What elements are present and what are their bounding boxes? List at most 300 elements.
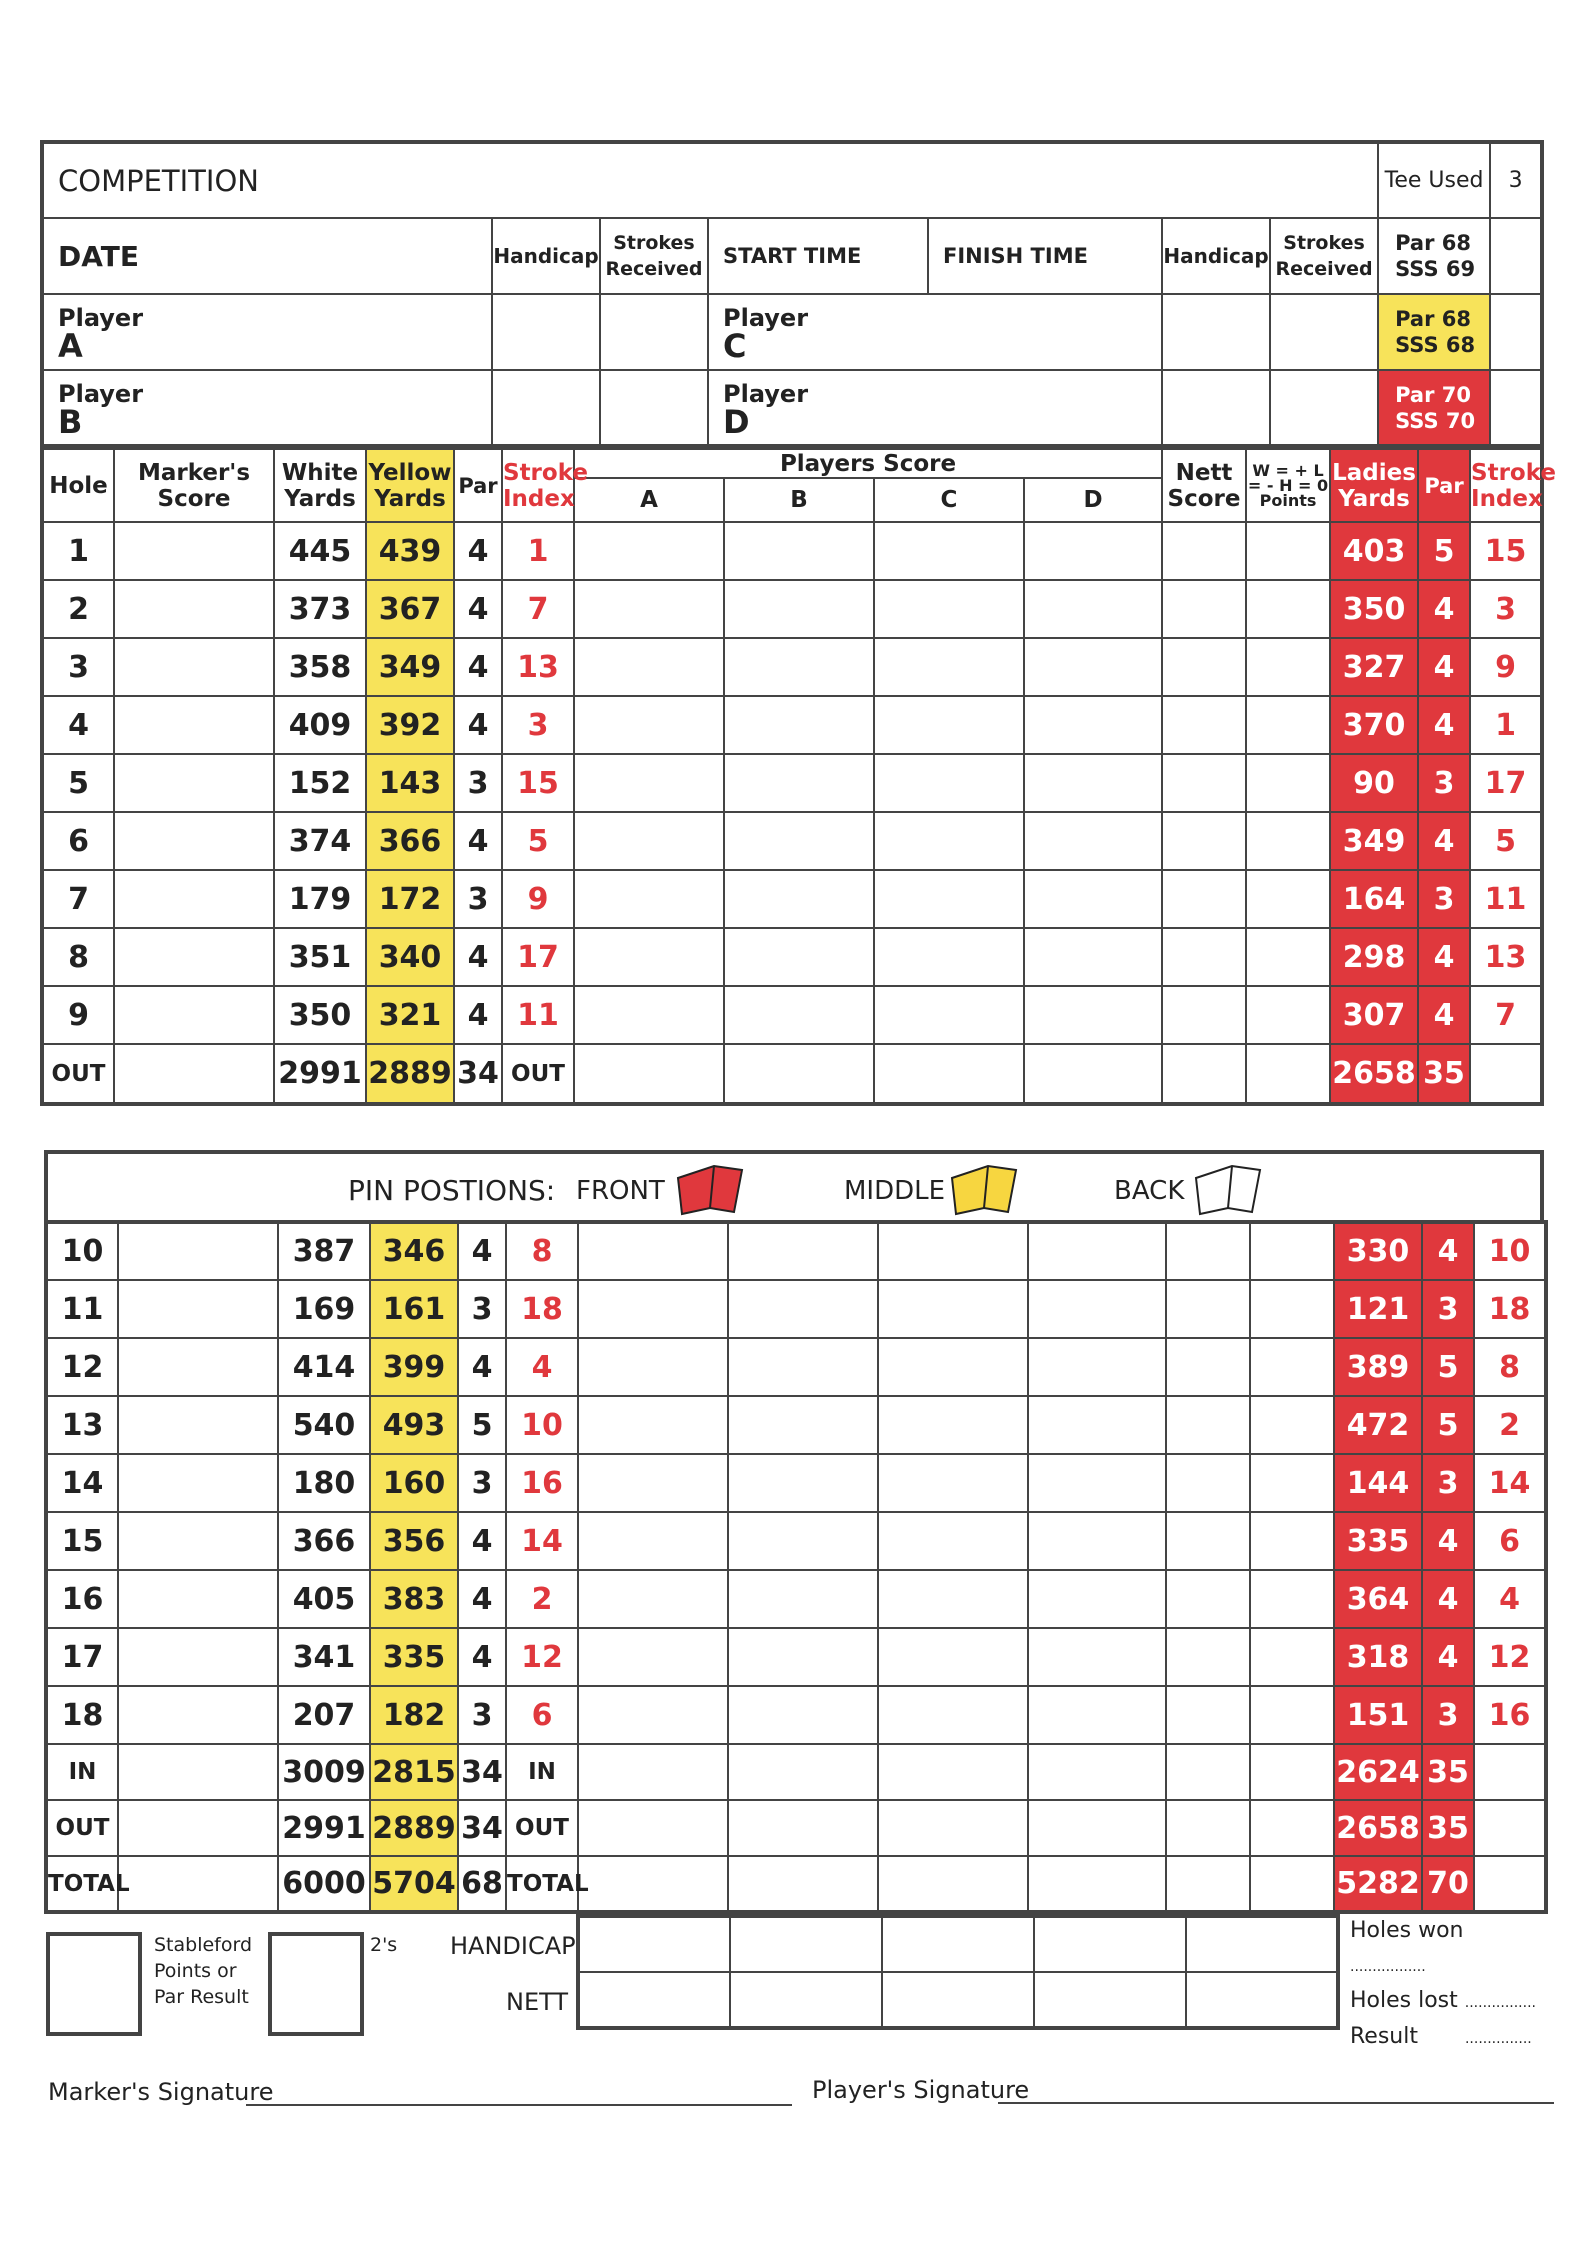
- points-cell[interactable]: [1250, 1396, 1334, 1454]
- col-players-score: Players Score: [574, 448, 1162, 478]
- points-cell[interactable]: [1246, 754, 1330, 812]
- stroke-index: 3: [502, 696, 574, 754]
- nett-score-cell[interactable]: [1166, 1222, 1250, 1280]
- handicap-footer-label: HANDICAP: [450, 1932, 576, 1960]
- white-yards: 341: [278, 1628, 370, 1686]
- total-player-b[interactable]: [728, 1800, 878, 1856]
- player-d-score[interactable]: [1024, 928, 1162, 986]
- par: 4: [454, 696, 502, 754]
- player-a-score[interactable]: [578, 1570, 728, 1628]
- player-c-score[interactable]: [878, 1338, 1028, 1396]
- markers-score-cell[interactable]: [118, 1512, 278, 1570]
- total-ladies-par: 35: [1422, 1744, 1474, 1800]
- hole-row: [42, 754, 1542, 812]
- yellow-yards: 172: [366, 870, 454, 928]
- totals-rows: [46, 1744, 1546, 1912]
- ladies-par: 4: [1422, 1222, 1474, 1280]
- middle-flag-icon: [948, 1162, 1020, 1218]
- hole-row: [42, 580, 1542, 638]
- out-score-d[interactable]: [1024, 1044, 1162, 1104]
- player-c-score[interactable]: [878, 1280, 1028, 1338]
- out-par: 34: [454, 1044, 502, 1104]
- back-flag-icon: [1192, 1162, 1264, 1218]
- ladies-stroke-index: 6: [1474, 1512, 1546, 1570]
- ladies-yards: 327: [1330, 638, 1418, 696]
- player-c-handicap[interactable]: [1162, 294, 1270, 370]
- ladies-par: 4: [1418, 812, 1470, 870]
- par: 4: [454, 580, 502, 638]
- player-a-score[interactable]: [578, 1686, 728, 1744]
- player-b-score[interactable]: [724, 928, 874, 986]
- player-a-score[interactable]: [574, 870, 724, 928]
- total-points[interactable]: [1250, 1856, 1334, 1912]
- player-c-score[interactable]: [878, 1512, 1028, 1570]
- nett-score-cell[interactable]: [1162, 986, 1246, 1044]
- markers-score-cell[interactable]: [118, 1686, 278, 1744]
- out-score-a[interactable]: [574, 1044, 724, 1104]
- markers-score-cell[interactable]: [118, 1280, 278, 1338]
- player-d-score[interactable]: [1024, 754, 1162, 812]
- player-d-score[interactable]: [1028, 1338, 1166, 1396]
- col-ladies-stroke-index: Stroke Index: [1470, 448, 1542, 522]
- player-c-strokes[interactable]: [1270, 294, 1378, 370]
- player-a-score[interactable]: [578, 1222, 728, 1280]
- handicap-c[interactable]: [882, 1916, 1034, 1972]
- player-c-score[interactable]: [874, 812, 1024, 870]
- player-d-score[interactable]: [1028, 1570, 1166, 1628]
- player-d-score[interactable]: [1024, 580, 1162, 638]
- yellow-yards: 143: [366, 754, 454, 812]
- hole-number: 8: [42, 928, 114, 986]
- stroke-index: 14: [506, 1512, 578, 1570]
- white-yards: 351: [274, 928, 366, 986]
- out-markers[interactable]: [114, 1044, 274, 1104]
- player-b-score[interactable]: [728, 1570, 878, 1628]
- white-yards: 373: [274, 580, 366, 638]
- player-a-score[interactable]: [574, 580, 724, 638]
- markers-score-cell[interactable]: [114, 580, 274, 638]
- player-b-score[interactable]: [724, 870, 874, 928]
- player-c-score[interactable]: [878, 1570, 1028, 1628]
- total-player-a[interactable]: [578, 1856, 728, 1912]
- handicap-b[interactable]: [730, 1916, 882, 1972]
- nett-score-cell[interactable]: [1162, 928, 1246, 986]
- stroke-index: 9: [502, 870, 574, 928]
- player-d-score[interactable]: [1024, 638, 1162, 696]
- markers-score-cell[interactable]: [114, 928, 274, 986]
- yellow-yards: 340: [366, 928, 454, 986]
- nett-score-cell[interactable]: [1166, 1628, 1250, 1686]
- holes-won-dots[interactable]: .................: [1350, 1959, 1426, 1975]
- pin-title: PIN POSTIONS:: [348, 1174, 556, 1207]
- total-label-2: IN: [506, 1744, 578, 1800]
- out-score-b[interactable]: [724, 1044, 874, 1104]
- handicap-d[interactable]: [1034, 1916, 1186, 1972]
- white-yards: 540: [278, 1396, 370, 1454]
- player-d-score[interactable]: [1024, 870, 1162, 928]
- ladies-stroke-index: 10: [1474, 1222, 1546, 1280]
- points-cell[interactable]: [1250, 1628, 1334, 1686]
- markers-score-cell[interactable]: [114, 986, 274, 1044]
- markers-score-cell[interactable]: [118, 1628, 278, 1686]
- markers-score-cell[interactable]: [118, 1396, 278, 1454]
- player-a-score[interactable]: [578, 1628, 728, 1686]
- player-b-cell[interactable]: [42, 370, 492, 446]
- player-a-handicap[interactable]: [492, 294, 600, 370]
- player-d-handicap[interactable]: [1162, 370, 1270, 446]
- total-player-d[interactable]: [1028, 1744, 1166, 1800]
- total-empty: [1474, 1800, 1546, 1856]
- holes-won-label: Holes won: [1350, 1918, 1464, 1943]
- player-a-score[interactable]: [574, 986, 724, 1044]
- hole-row: [42, 522, 1542, 580]
- par: 3: [454, 754, 502, 812]
- hole-row: [46, 1338, 1546, 1396]
- col-player-d: D: [1024, 478, 1162, 522]
- total-par: 34: [458, 1800, 506, 1856]
- player-b-score[interactable]: [728, 1628, 878, 1686]
- player-b-score[interactable]: [724, 696, 874, 754]
- player-b-score[interactable]: [724, 580, 874, 638]
- nett-score-cell[interactable]: [1162, 580, 1246, 638]
- player-b-strokes[interactable]: [600, 370, 708, 446]
- points-cell[interactable]: [1250, 1686, 1334, 1744]
- player-c-score[interactable]: [878, 1628, 1028, 1686]
- holes-lost-label: Holes lost: [1350, 1988, 1458, 2013]
- total-par: 68: [458, 1856, 506, 1912]
- player-d-score[interactable]: [1028, 1280, 1166, 1338]
- stroke-index: 5: [502, 812, 574, 870]
- white-yards: 414: [278, 1338, 370, 1396]
- player-a-score[interactable]: [574, 638, 724, 696]
- player-d-score[interactable]: [1024, 812, 1162, 870]
- player-b-letter: B: [58, 402, 83, 441]
- handicap-a[interactable]: [578, 1916, 730, 1972]
- points-cell[interactable]: [1246, 638, 1330, 696]
- player-a-score[interactable]: [578, 1512, 728, 1570]
- yellow-yards: 335: [370, 1628, 458, 1686]
- ladies-par: 4: [1418, 696, 1470, 754]
- stableford-label: Stableford Points or Par Result: [154, 1934, 253, 2008]
- finish-time-label: FINISH TIME: [928, 218, 1162, 294]
- points-cell[interactable]: [1246, 812, 1330, 870]
- player-d-score[interactable]: [1024, 986, 1162, 1044]
- nett-score-cell[interactable]: [1166, 1396, 1250, 1454]
- player-b-score[interactable]: [728, 1686, 878, 1744]
- nett-a[interactable]: [578, 1972, 730, 2028]
- total-player-a[interactable]: [578, 1800, 728, 1856]
- points-cell[interactable]: [1246, 696, 1330, 754]
- total-nett[interactable]: [1166, 1744, 1250, 1800]
- player-d-score[interactable]: [1028, 1454, 1166, 1512]
- markers-score-cell[interactable]: [114, 696, 274, 754]
- hole-number: 13: [46, 1396, 118, 1454]
- total-points[interactable]: [1250, 1744, 1334, 1800]
- points-cell[interactable]: [1246, 522, 1330, 580]
- player-d-score[interactable]: [1028, 1686, 1166, 1744]
- player-c-score[interactable]: [874, 928, 1024, 986]
- nett-score-cell[interactable]: [1162, 754, 1246, 812]
- player-a-cell[interactable]: [42, 294, 492, 370]
- total-player-b[interactable]: [728, 1856, 878, 1912]
- hole-row: [46, 1512, 1546, 1570]
- hole-row: [42, 696, 1542, 754]
- front-nine-rows: [42, 522, 1542, 1044]
- player-a-score[interactable]: [574, 928, 724, 986]
- col-player-b: B: [724, 478, 874, 522]
- ladies-par: 5: [1422, 1338, 1474, 1396]
- player-c-score[interactable]: [874, 870, 1024, 928]
- player-c-score[interactable]: [878, 1454, 1028, 1512]
- player-b-score[interactable]: [728, 1396, 878, 1454]
- player-a-letter: A: [58, 327, 83, 365]
- player-c-cell[interactable]: [708, 294, 1162, 370]
- player-b-score[interactable]: [724, 522, 874, 580]
- total-player-d[interactable]: [1028, 1800, 1166, 1856]
- player-a-score[interactable]: [574, 754, 724, 812]
- total-player-c[interactable]: [878, 1856, 1028, 1912]
- ladies-stroke-index: 9: [1470, 638, 1542, 696]
- player-a-score[interactable]: [574, 812, 724, 870]
- nett-score-cell[interactable]: [1166, 1686, 1250, 1744]
- player-d-strokes[interactable]: [1270, 370, 1378, 446]
- white-yards: 409: [274, 696, 366, 754]
- markers-score-cell[interactable]: [118, 1338, 278, 1396]
- nett-score-cell[interactable]: [1162, 638, 1246, 696]
- points-cell[interactable]: [1246, 928, 1330, 986]
- points-cell[interactable]: [1250, 1280, 1334, 1338]
- players-signature-line[interactable]: [998, 2102, 1554, 2104]
- yellow-yards: 161: [370, 1280, 458, 1338]
- player-c-score[interactable]: [878, 1396, 1028, 1454]
- player-b-score[interactable]: [728, 1338, 878, 1396]
- tee-used-value[interactable]: 3: [1490, 142, 1542, 218]
- hole-row: [46, 1570, 1546, 1628]
- hole-row: [46, 1222, 1546, 1280]
- par-sss-red: Par 70 SSS 70: [1378, 370, 1490, 446]
- total-player-c[interactable]: [878, 1744, 1028, 1800]
- total-markers[interactable]: [118, 1744, 278, 1800]
- stroke-index: 1: [502, 522, 574, 580]
- result-dots[interactable]: ...............: [1464, 2031, 1532, 2047]
- stroke-index: 15: [502, 754, 574, 812]
- player-a-strokes[interactable]: [600, 294, 708, 370]
- total-label-2: TOTAL: [506, 1856, 578, 1912]
- yellow-yards: 367: [366, 580, 454, 638]
- col-points: W = + L = - H = 0 Points: [1246, 448, 1330, 522]
- total-yellow: 2815: [370, 1744, 458, 1800]
- total-markers[interactable]: [118, 1856, 278, 1912]
- back-nine-table: [44, 1220, 1548, 1914]
- player-a-score[interactable]: [578, 1338, 728, 1396]
- par: 4: [458, 1628, 506, 1686]
- out-nett[interactable]: [1162, 1044, 1246, 1104]
- ladies-yards: 364: [1334, 1570, 1422, 1628]
- total-white: 6000: [278, 1856, 370, 1912]
- points-cell[interactable]: [1246, 580, 1330, 638]
- total-nett[interactable]: [1166, 1856, 1250, 1912]
- par: 4: [458, 1222, 506, 1280]
- nett-extra[interactable]: [1186, 1972, 1338, 2028]
- player-c-score[interactable]: [874, 580, 1024, 638]
- hole-row: [46, 1280, 1546, 1338]
- markers-score-cell[interactable]: [114, 812, 274, 870]
- out-score-c[interactable]: [874, 1044, 1024, 1104]
- par-sss-yellow: Par 68 SSS 68: [1378, 294, 1490, 370]
- hole-number: 15: [46, 1512, 118, 1570]
- player-b-score[interactable]: [728, 1280, 878, 1338]
- nett-score-cell[interactable]: [1166, 1280, 1250, 1338]
- total-player-a[interactable]: [578, 1744, 728, 1800]
- markers-score-cell[interactable]: [118, 1570, 278, 1628]
- hole-row: [42, 870, 1542, 928]
- stroke-index: 11: [502, 986, 574, 1044]
- markers-score-cell[interactable]: [114, 754, 274, 812]
- ladies-stroke-index: 7: [1470, 986, 1542, 1044]
- col-hole: Hole: [42, 448, 114, 522]
- twos-box[interactable]: [268, 1932, 364, 2036]
- player-a-score[interactable]: [574, 522, 724, 580]
- holes-lost-dots[interactable]: ................: [1464, 1995, 1536, 2011]
- player-b-score[interactable]: [728, 1454, 878, 1512]
- player-d-score[interactable]: [1028, 1628, 1166, 1686]
- player-c-score[interactable]: [874, 522, 1024, 580]
- player-b-handicap[interactable]: [492, 370, 600, 446]
- col-nett-score: Nett Score: [1162, 448, 1246, 522]
- nett-score-cell[interactable]: [1166, 1512, 1250, 1570]
- hole-row: [42, 638, 1542, 696]
- total-nett[interactable]: [1166, 1800, 1250, 1856]
- player-d-letter: D: [723, 402, 750, 441]
- out-empty: [1470, 1044, 1542, 1104]
- ladies-yards: 389: [1334, 1338, 1422, 1396]
- player-a-score[interactable]: [578, 1454, 728, 1512]
- nett-b[interactable]: [730, 1972, 882, 2028]
- points-cell[interactable]: [1250, 1454, 1334, 1512]
- ladies-yards: 370: [1330, 696, 1418, 754]
- ladies-stroke-index: 14: [1474, 1454, 1546, 1512]
- tee-check-red[interactable]: [1490, 370, 1542, 446]
- nett-score-cell[interactable]: [1162, 870, 1246, 928]
- nett-score-cell[interactable]: [1162, 812, 1246, 870]
- player-b-score[interactable]: [724, 812, 874, 870]
- player-c-score[interactable]: [878, 1686, 1028, 1744]
- player-d-score[interactable]: [1024, 696, 1162, 754]
- stableford-box[interactable]: [46, 1932, 142, 2036]
- player-a-score[interactable]: [578, 1280, 728, 1338]
- ladies-stroke-index: 2: [1474, 1396, 1546, 1454]
- total-player-c[interactable]: [878, 1800, 1028, 1856]
- markers-score-cell[interactable]: [114, 522, 274, 580]
- nett-c[interactable]: [882, 1972, 1034, 2028]
- player-c-score[interactable]: [874, 696, 1024, 754]
- par: 3: [458, 1280, 506, 1338]
- points-cell[interactable]: [1250, 1222, 1334, 1280]
- player-b-score[interactable]: [728, 1512, 878, 1570]
- total-row: [46, 1744, 1546, 1800]
- player-d-score[interactable]: [1028, 1222, 1166, 1280]
- total-player-d[interactable]: [1028, 1856, 1166, 1912]
- stroke-index: 12: [506, 1628, 578, 1686]
- markers-score-cell[interactable]: [118, 1454, 278, 1512]
- hole-number: 5: [42, 754, 114, 812]
- player-d-score[interactable]: [1028, 1396, 1166, 1454]
- player-d-score[interactable]: [1028, 1512, 1166, 1570]
- player-a-score[interactable]: [574, 696, 724, 754]
- nett-score-cell[interactable]: [1166, 1454, 1250, 1512]
- ladies-par: 5: [1418, 522, 1470, 580]
- par: 4: [454, 986, 502, 1044]
- markers-score-cell[interactable]: [114, 638, 274, 696]
- yellow-yards: 349: [366, 638, 454, 696]
- points-cell[interactable]: [1246, 870, 1330, 928]
- total-markers[interactable]: [118, 1800, 278, 1856]
- total-label: TOTAL: [46, 1856, 118, 1912]
- player-c-score[interactable]: [874, 986, 1024, 1044]
- out-label: OUT: [42, 1044, 114, 1104]
- out-points[interactable]: [1246, 1044, 1330, 1104]
- handicap-nett-grid: [576, 1914, 1340, 2030]
- par: 3: [458, 1686, 506, 1744]
- points-cell[interactable]: [1250, 1338, 1334, 1396]
- player-a-score[interactable]: [578, 1396, 728, 1454]
- col-stroke-index: Stroke Index: [502, 448, 574, 522]
- col-player-a: A: [574, 478, 724, 522]
- player-b-score[interactable]: [724, 986, 874, 1044]
- players-signature-label: Player's Signature: [812, 2076, 1030, 2104]
- handicap-extra[interactable]: [1186, 1916, 1338, 1972]
- markers-score-cell[interactable]: [114, 870, 274, 928]
- white-yards: 374: [274, 812, 366, 870]
- nett-score-cell[interactable]: [1166, 1338, 1250, 1396]
- ladies-stroke-index: 12: [1474, 1628, 1546, 1686]
- points-cell[interactable]: [1250, 1570, 1334, 1628]
- col-markers-score: Marker's Score: [114, 448, 274, 522]
- par: 4: [458, 1570, 506, 1628]
- player-b-score[interactable]: [728, 1222, 878, 1280]
- handicap-label-right: Handicap: [1162, 218, 1270, 294]
- total-label: OUT: [46, 1800, 118, 1856]
- player-b-score[interactable]: [724, 638, 874, 696]
- player-c-score[interactable]: [874, 754, 1024, 812]
- points-cell[interactable]: [1250, 1512, 1334, 1570]
- player-b-score[interactable]: [724, 754, 874, 812]
- hole-number: 11: [46, 1280, 118, 1338]
- ladies-par: 3: [1422, 1280, 1474, 1338]
- points-cell[interactable]: [1246, 986, 1330, 1044]
- nett-score-cell[interactable]: [1162, 522, 1246, 580]
- ladies-par: 5: [1422, 1396, 1474, 1454]
- ladies-par: 3: [1418, 870, 1470, 928]
- player-c-score[interactable]: [878, 1222, 1028, 1280]
- tee-check-white[interactable]: [1490, 218, 1542, 294]
- nett-score-cell[interactable]: [1162, 696, 1246, 754]
- stroke-index: 8: [506, 1222, 578, 1280]
- player-d-cell[interactable]: [708, 370, 1162, 446]
- nett-score-cell[interactable]: [1166, 1570, 1250, 1628]
- player-d-score[interactable]: [1024, 522, 1162, 580]
- nett-d[interactable]: [1034, 1972, 1186, 2028]
- markers-score-cell[interactable]: [118, 1222, 278, 1280]
- total-points[interactable]: [1250, 1800, 1334, 1856]
- ladies-stroke-index: 5: [1470, 812, 1542, 870]
- hole-number: 1: [42, 522, 114, 580]
- hole-number: 17: [46, 1628, 118, 1686]
- total-player-b[interactable]: [728, 1744, 878, 1800]
- markers-signature-line[interactable]: [246, 2104, 792, 2106]
- player-c-score[interactable]: [874, 638, 1024, 696]
- tee-check-yellow[interactable]: [1490, 294, 1542, 370]
